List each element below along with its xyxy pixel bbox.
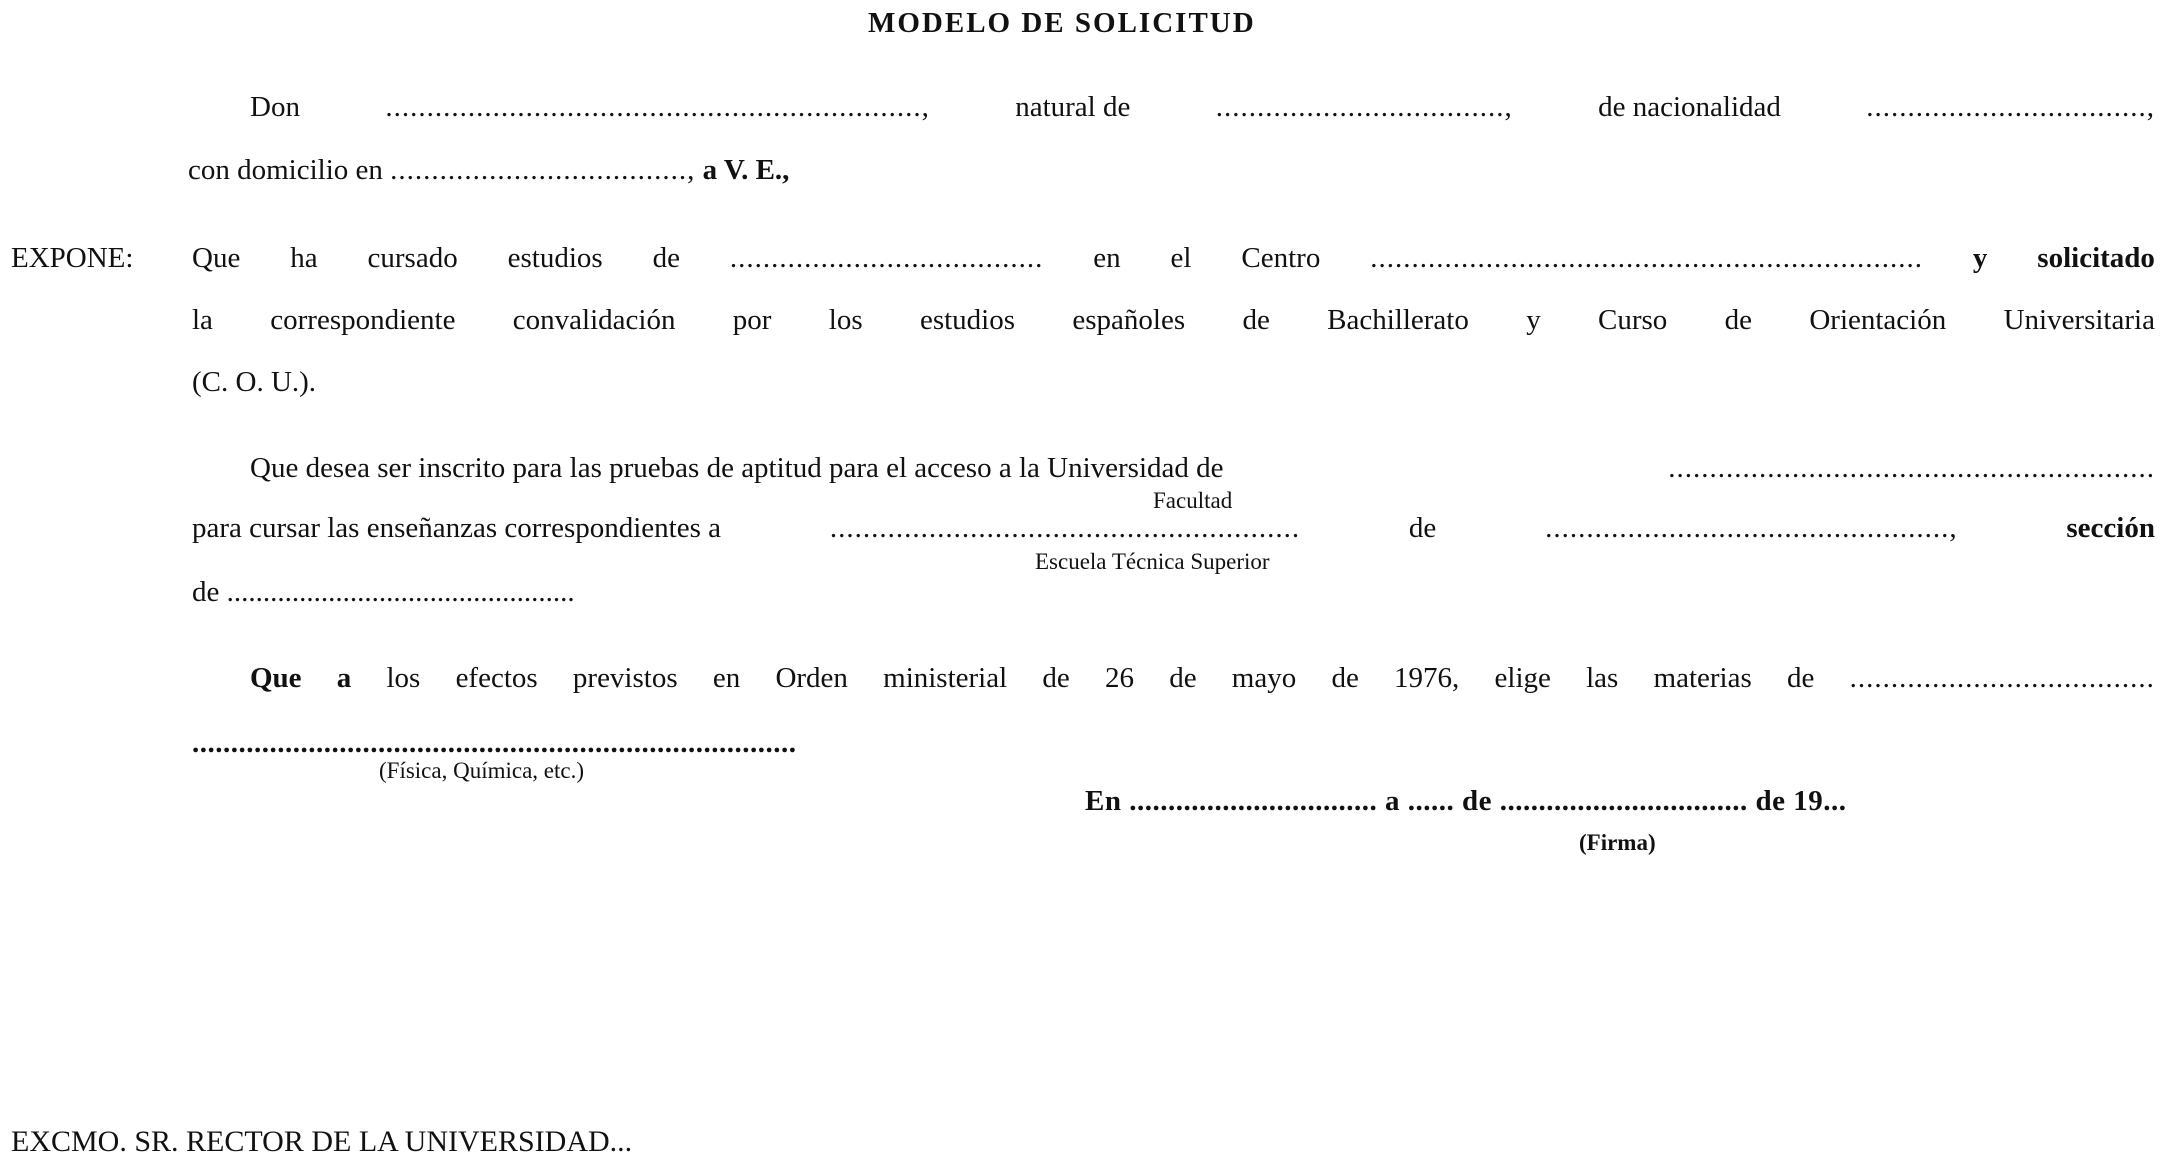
word: efectos bbox=[455, 662, 538, 694]
field-materias-cont[interactable]: .............................................................................. bbox=[192, 727, 797, 759]
label-domicilio: con domicilio en bbox=[188, 154, 383, 186]
word: las bbox=[1586, 662, 1619, 694]
word: españoles bbox=[1072, 304, 1186, 336]
word: de bbox=[1042, 662, 1070, 694]
field-name[interactable]: ................................................................., bbox=[385, 91, 930, 123]
word: materias bbox=[1653, 662, 1752, 694]
word: 26 bbox=[1104, 662, 1134, 694]
note-facultad: Facultad bbox=[1153, 488, 1233, 513]
word: de bbox=[1786, 662, 1815, 694]
para2-line-2 bbox=[192, 511, 2155, 545]
label-a-ve: a V. E., bbox=[702, 154, 790, 186]
word: a bbox=[336, 662, 352, 694]
word: de bbox=[1169, 662, 1197, 694]
word: ministerial bbox=[883, 662, 1008, 694]
word: de bbox=[1331, 662, 1359, 694]
field-materias[interactable]: ..................................... bbox=[1849, 662, 2155, 694]
word: Orden bbox=[775, 662, 848, 694]
field-nationality[interactable]: .................................., bbox=[1866, 91, 2155, 123]
word: estudios bbox=[507, 242, 603, 274]
word: Curso bbox=[1598, 304, 1668, 336]
word: correspondiente bbox=[270, 304, 456, 336]
word: Orientación bbox=[1809, 304, 1947, 336]
field-address[interactable]: ...................................., bbox=[390, 154, 696, 186]
word: en bbox=[1093, 242, 1121, 274]
word: 1976, bbox=[1394, 662, 1460, 694]
word: sección bbox=[2066, 512, 2155, 544]
signature-line[interactable]: En ................................ a ...... de ................................ de 19... bbox=[1085, 785, 1847, 817]
addressee: EXCMO. SR. RECTOR DE LA UNIVERSIDAD... bbox=[11, 1125, 633, 1158]
note-materias: (Física, Química, etc.) bbox=[379, 758, 585, 783]
word: Universitaria bbox=[2003, 304, 2155, 336]
word: mayo bbox=[1231, 662, 1297, 694]
word: ha bbox=[290, 242, 318, 274]
intro-line-1 bbox=[250, 90, 2155, 124]
word: elige bbox=[1494, 662, 1551, 694]
word: la bbox=[192, 304, 213, 336]
word: Bachillerato bbox=[1327, 304, 1469, 336]
intro-line-2 bbox=[188, 153, 789, 187]
para1-line-2 bbox=[192, 303, 2155, 337]
label-nacionalidad: de nacionalidad bbox=[1598, 91, 1781, 123]
para1-line-3: (C. O. U.). bbox=[192, 366, 317, 398]
field-studies[interactable]: ...................................... bbox=[729, 242, 1044, 274]
field-centro[interactable]: ................................................................... bbox=[1370, 242, 1923, 274]
word: Que bbox=[250, 662, 302, 694]
word: de bbox=[652, 242, 680, 274]
firma-label: (Firma) bbox=[1579, 830, 1656, 855]
word: en bbox=[712, 662, 741, 694]
field-universidad[interactable]: ........................................................... bbox=[1668, 452, 2155, 484]
word: Centro bbox=[1241, 242, 1321, 274]
para1-line-1 bbox=[192, 241, 2155, 275]
note-escuela: Escuela Técnica Superior bbox=[1035, 549, 1270, 574]
field-facultad-de[interactable]: ................................................., bbox=[1545, 512, 1958, 544]
word: cursado bbox=[367, 242, 458, 274]
word: y bbox=[1972, 242, 1988, 274]
word: de bbox=[1408, 512, 1437, 544]
expone-label: EXPONE: bbox=[11, 242, 134, 274]
word: de bbox=[1242, 304, 1270, 336]
label-don: Don bbox=[250, 91, 300, 123]
para3-line-1 bbox=[250, 661, 2155, 695]
word: de bbox=[1724, 304, 1753, 336]
document-title: MODELO DE SOLICITUD bbox=[868, 7, 1256, 39]
word: estudios bbox=[919, 304, 1016, 336]
word: Que bbox=[192, 242, 241, 274]
field-facultad[interactable]: ......................................................... bbox=[829, 512, 1301, 544]
para2-text: para cursar las enseñanzas correspondientes a bbox=[192, 512, 721, 544]
para2-text: Que desea ser inscrito para las pruebas de aptitud para el acceso a la Universidad de bbox=[250, 452, 1224, 484]
word: por bbox=[732, 304, 772, 336]
word: y bbox=[1526, 304, 1541, 336]
word: convalidación bbox=[512, 304, 676, 336]
word: el bbox=[1170, 242, 1192, 274]
word: solicitado bbox=[2037, 242, 2155, 274]
word: los bbox=[386, 662, 421, 694]
label-natural-de: natural de bbox=[1015, 91, 1131, 123]
field-birthplace[interactable]: ..................................., bbox=[1215, 91, 1513, 123]
word: previstos bbox=[572, 662, 678, 694]
field-seccion[interactable]: de ................................................ bbox=[192, 576, 575, 608]
para2-line-1 bbox=[250, 451, 2155, 485]
word: los bbox=[828, 304, 863, 336]
